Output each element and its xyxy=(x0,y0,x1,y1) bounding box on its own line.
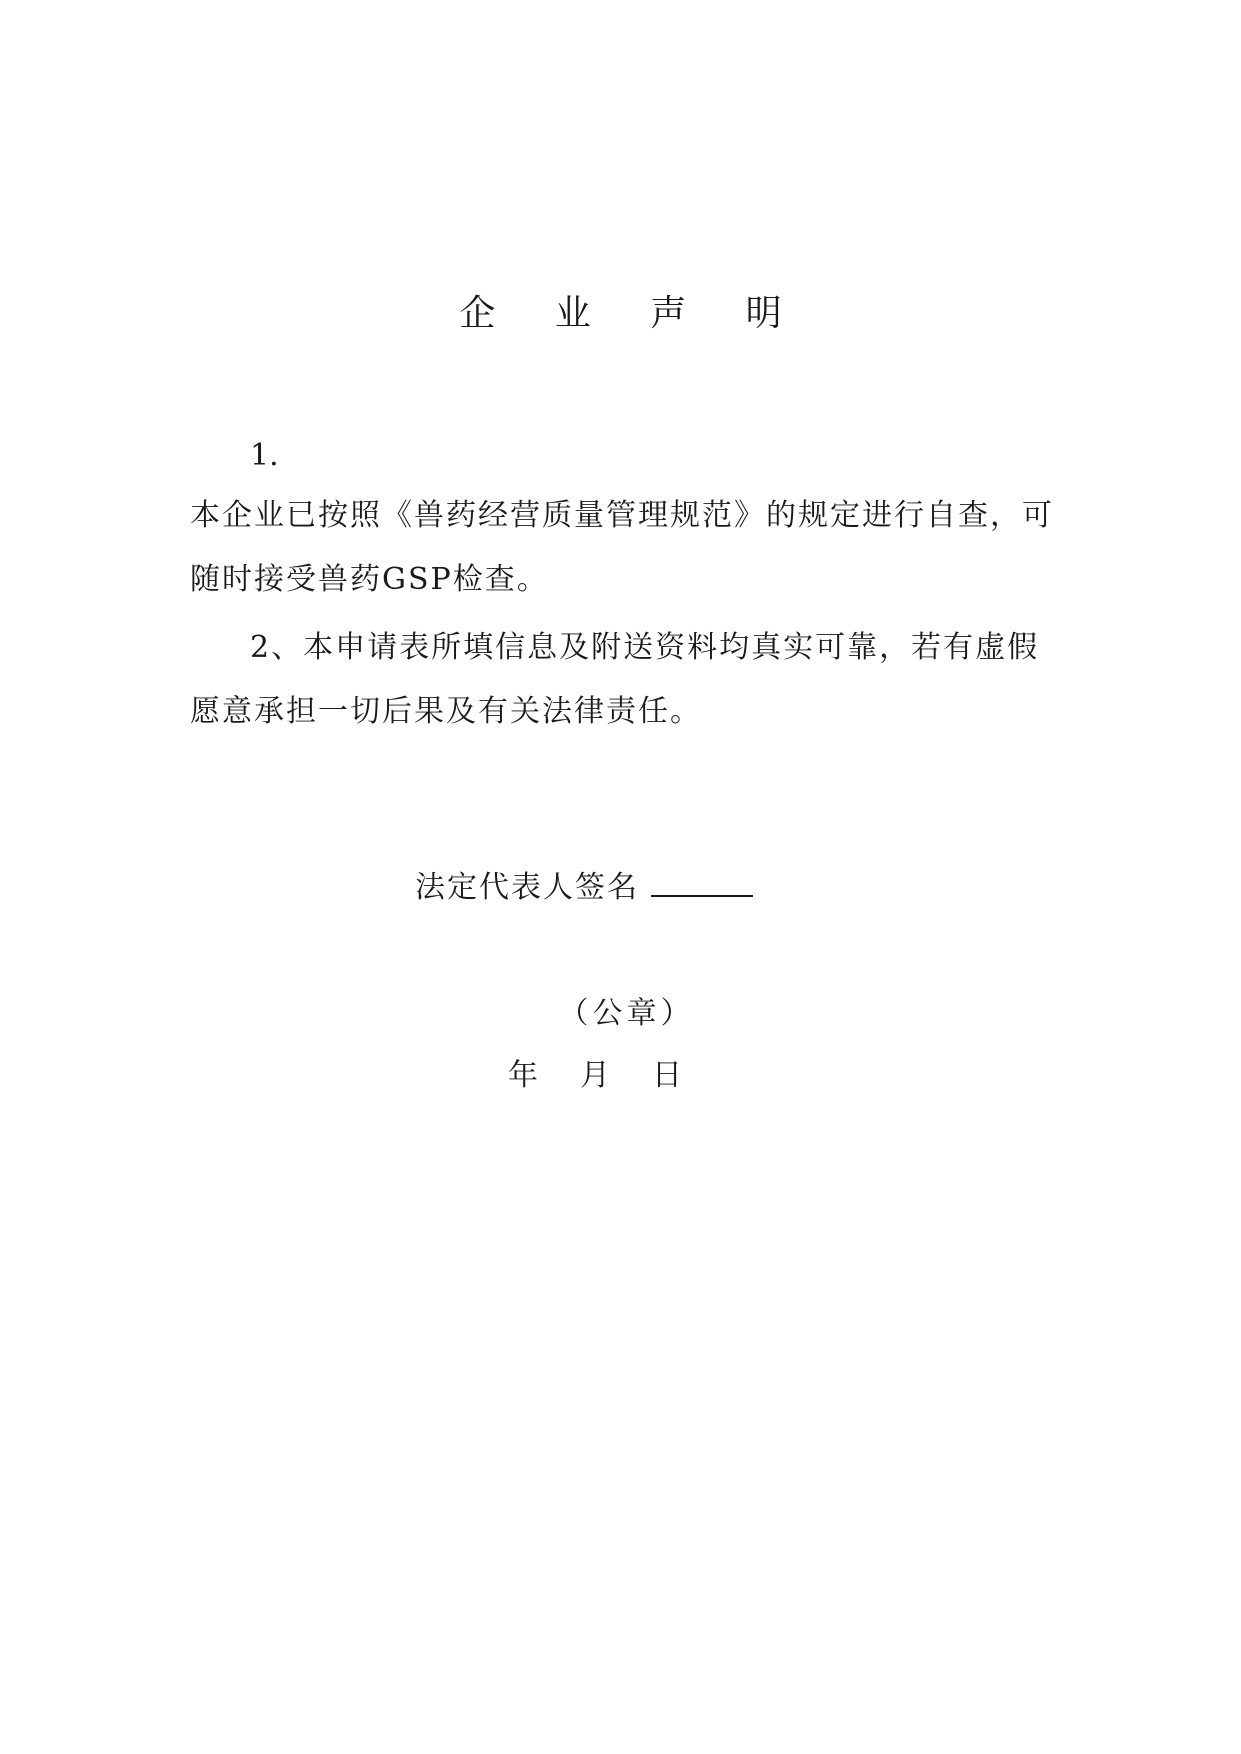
signature-blank[interactable] xyxy=(651,865,753,897)
signature-line xyxy=(415,864,753,912)
seal-label: （公章） xyxy=(558,996,695,1031)
date-year: 年 xyxy=(508,1058,538,1093)
date-month: 月 xyxy=(580,1058,610,1093)
date-line xyxy=(508,1052,682,1100)
document-title: 企 业 声 明 xyxy=(459,293,806,334)
item-1-number: 1. xyxy=(250,438,279,473)
signature-label: 法定代表人签名 xyxy=(415,870,639,905)
item-2-text: 2、本申请表所填信息及附送资料均真实可靠，若有虚假愿意承担一切后果及有关法律责任。 xyxy=(190,630,1040,729)
date-day: 日 xyxy=(652,1058,682,1093)
item-1-text: 本企业已按照《兽药经营质量管理规范》的规定进行自查，可随时接受兽药GSP检查。 xyxy=(190,498,1054,597)
